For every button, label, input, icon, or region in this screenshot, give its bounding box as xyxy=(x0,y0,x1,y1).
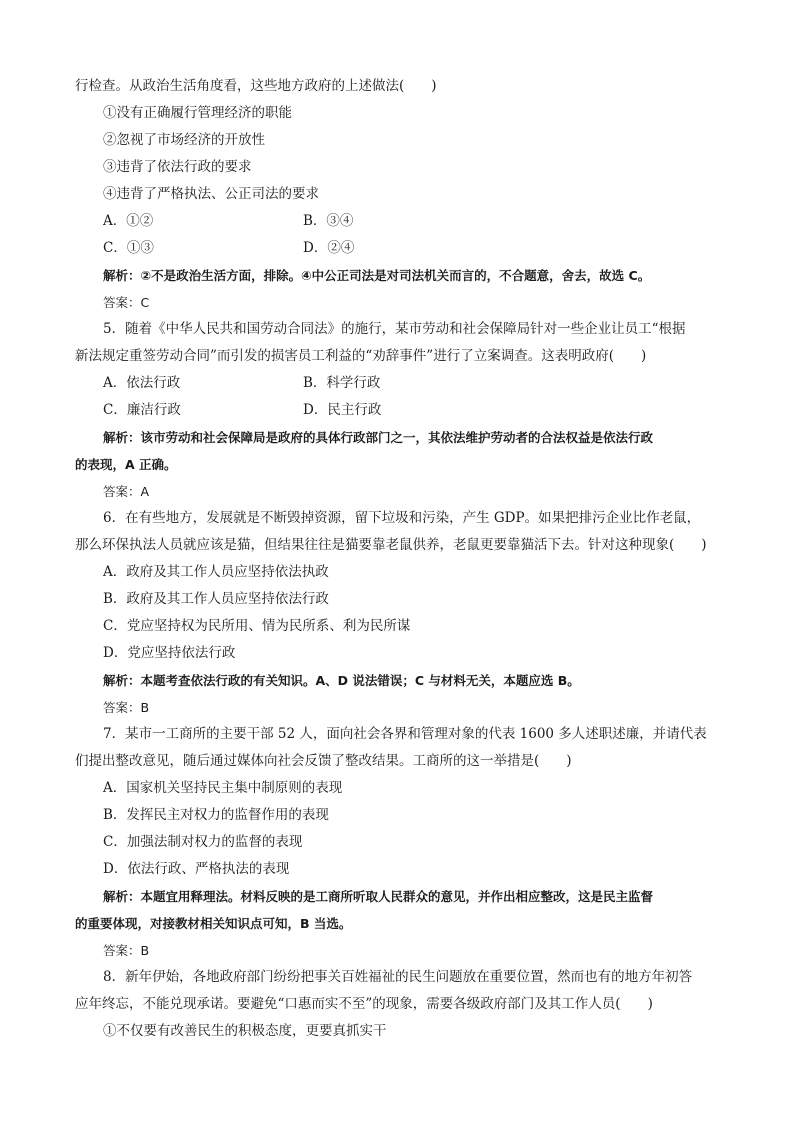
q7-option-c: C．加强法制对权力的监督的表现 xyxy=(103,834,303,850)
q4-statement-4: ④违背了严格执法、公正司法的要求 xyxy=(103,186,319,202)
q6-option-b: B．政府及其工作人员应坚持依法行政 xyxy=(103,591,329,607)
q7-analysis-line-2: 的重要体现，对接教材相关知识点可知，B 当选。 xyxy=(75,916,352,931)
q8-statement-1: ①不仅要有改善民生的积极态度，更要真抓实干 xyxy=(103,1023,387,1039)
q4-option-c: C．①③ xyxy=(103,240,154,256)
q6-option-d: D．党应坚持依法行政 xyxy=(103,645,236,661)
q5-stem-line-2: 新法规定重签劳动合同”而引发的损害员工利益的“劝辞事件”进行了立案调查。这表明政府( ) xyxy=(75,348,647,364)
q8-stem-line-2: 应年终忘，不能兑现承诺。要避免“口惠而实不至”的现象，需要各级政府部门及其工作人员( ) xyxy=(75,996,653,1012)
q5-option-a: A．依法行政 xyxy=(103,375,181,391)
q5-option-b: B．科学行政 xyxy=(303,375,381,391)
q7-stem-line-1: 7．某市一工商所的主要干部 52 人，面向社会各界和管理对象的代表 1600 多人述职述廉，并请代表 xyxy=(103,726,707,742)
q7-stem-line-2: 们提出整改意见，随后通过媒体向社会反馈了整改结果。工商所的这一举措是( ) xyxy=(75,753,572,769)
q5-answer: 答案：A xyxy=(103,484,150,499)
q4-answer: 答案：C xyxy=(103,295,150,310)
q4-options-row-2 xyxy=(75,235,725,262)
q6-option-a: A．政府及其工作人员应坚持依法执政 xyxy=(103,564,329,580)
q5-option-d: D．民主行政 xyxy=(303,402,382,418)
q7-answer: 答案：B xyxy=(103,943,150,958)
q6-stem-line-1: 6．在有些地方，发展就是不断毁掉资源，留下垃圾和污染，产生 GDP。如果把排污企业比作老鼠， xyxy=(103,510,701,526)
q4-statement-1: ①没有正确履行管理经济的职能 xyxy=(103,105,292,121)
document-page xyxy=(75,73,725,1045)
q6-option-c: C．党应坚持权为民所用、情为民所系、利为民所谋 xyxy=(103,618,411,634)
q4-statement-2: ②忽视了市场经济的开放性 xyxy=(103,132,265,148)
q7-analysis-line-1: 解析：本题宜用释理法。材料反映的是工商所听取人民群众的意见，并作出相应整改，这是民主监督 xyxy=(103,889,654,904)
q4-analysis: 解析：②不是政治生活方面，排除。④中公正司法是对司法机关而言的，不合题意，舍去，故选 C。 xyxy=(103,268,651,283)
q4-option-b: B．③④ xyxy=(303,213,354,229)
q5-stem-line-1: 5．随着《中华人民共和国劳动合同法》的施行，某市劳动和社会保障局针对一些企业让员工“根据 xyxy=(103,321,686,337)
q4-stem-tail: 行检查。从政治生活角度看，这些地方政府的上述做法( ) xyxy=(75,78,437,94)
q4-statement-3: ③违背了依法行政的要求 xyxy=(103,159,252,175)
q5-options-row-2 xyxy=(75,397,725,424)
q6-analysis: 解析：本题考查依法行政的有关知识。A、D 说法错误；C 与材料无关，本题应选 B。 xyxy=(103,673,580,688)
q4-option-d: D．②④ xyxy=(303,240,355,256)
q5-option-c: C．廉洁行政 xyxy=(103,402,181,418)
q7-option-d: D．依法行政、严格执法的表现 xyxy=(103,861,290,877)
q4-option-a: A．①② xyxy=(103,213,154,229)
q4-options-row-1 xyxy=(75,208,725,235)
q8-stem-line-1: 8．新年伊始，各地政府部门纷纷把事关百姓福祉的民生问题放在重要位置，然而也有的地方年初答 xyxy=(103,969,693,985)
q7-option-b: B．发挥民主对权力的监督作用的表现 xyxy=(103,807,329,823)
q7-option-a: A．国家机关坚持民主集中制原则的表现 xyxy=(103,780,343,796)
q6-answer: 答案：B xyxy=(103,700,150,715)
q5-analysis-line-1: 解析：该市劳动和社会保障局是政府的具体行政部门之一，其依法维护劳动者的合法权益是依法行政 xyxy=(103,430,654,445)
q5-options-row-1 xyxy=(75,370,725,397)
q6-stem-line-2: 那么环保执法人员就应该是猫，但结果往往是猫要靠老鼠供养，老鼠更要靠猫活下去。针对这种现象( ) xyxy=(75,537,707,553)
q5-analysis-line-2: 的表现，A 正确。 xyxy=(75,457,177,472)
